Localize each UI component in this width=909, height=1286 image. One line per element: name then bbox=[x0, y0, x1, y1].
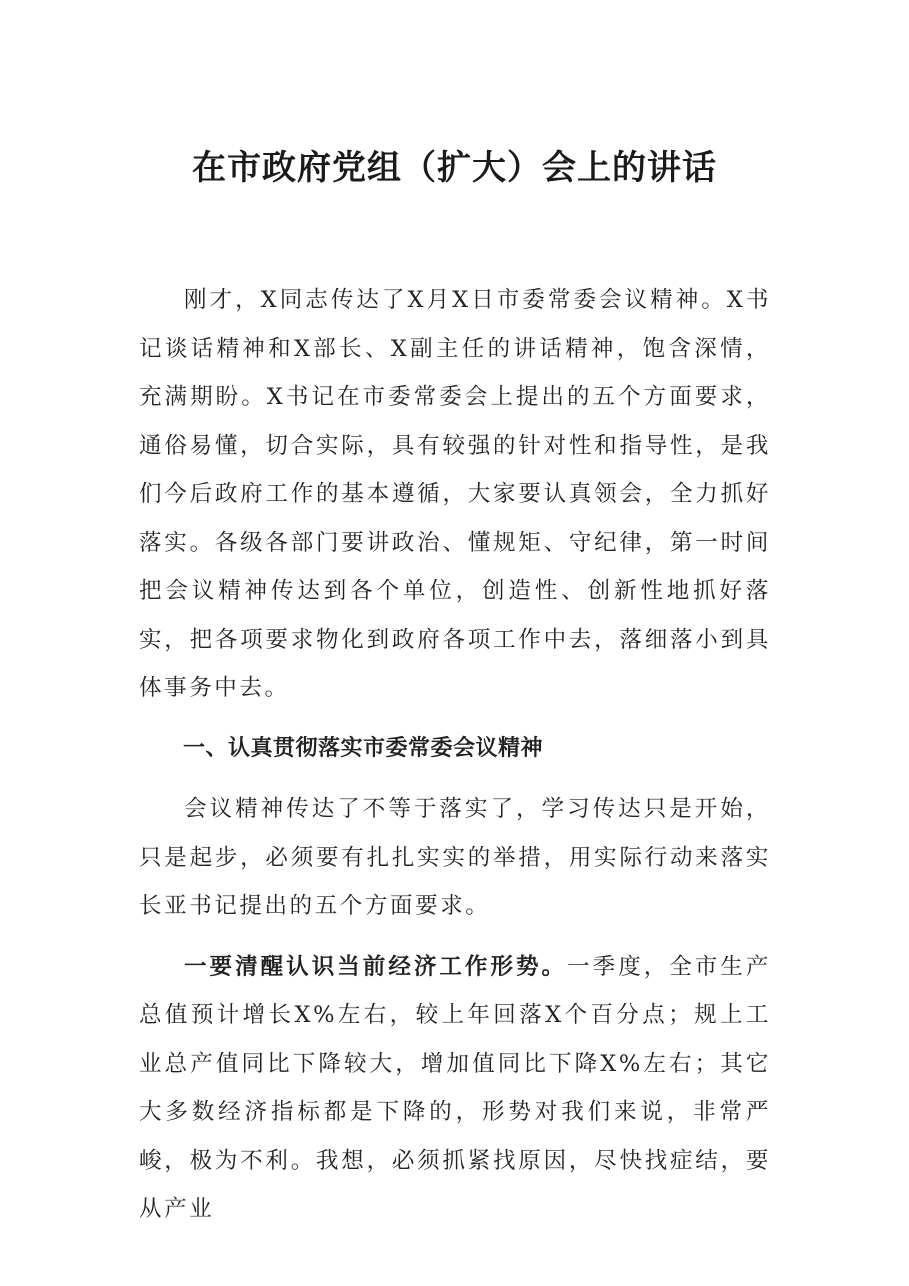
intro-paragraph: 刚才，X同志传达了X月X日市委常委会议精神。X书记谈话精神和X部长、X副主任的讲话精神，饱含深情，充满期盼。X书记在市委常委会上提出的五个方面要求，通俗易懂，切合实际，具有较强的针对性和指导性，是我们今后政府工作的基本遵循，大家要认真领会，全力抓好落实。各级各部门要讲政治、懂规矩、守纪律，第一时间把会议精神传达到各个单位，创造性、创新性地抓好落实，把各项要求物化到政府各项工作中去，落细落小到具体事务中去。 bbox=[139, 287, 771, 701]
point-1-text: 一季度，全市生产总值预计增长X%左右，较上年回落X个百分点；规上工业总产值同比下降较大，增加值同比下降X%左右；其它大多数经济指标都是下降的，形势对我们来说，非常严峻，极为不利。我想，必须抓紧找原因，尽快找症结，要从产业 bbox=[139, 953, 771, 1222]
document-title: 在市政府党组（扩大）会上的讲话 bbox=[192, 148, 717, 188]
section-heading-1: 一、认真贯彻落实市委常委会议精神 bbox=[183, 735, 544, 761]
point-1-paragraph bbox=[139, 943, 771, 1234]
point-1-lead: 一要清醒认识当前经济工作形势。 bbox=[184, 953, 568, 980]
section1-paragraph: 会议精神传达了不等于落实了，学习传达只是开始，只是起步，必须要有扎扎实实的举措，用实际行动来落实长亚书记提出的五个方面要求。 bbox=[139, 796, 771, 919]
document-body bbox=[139, 276, 771, 1234]
